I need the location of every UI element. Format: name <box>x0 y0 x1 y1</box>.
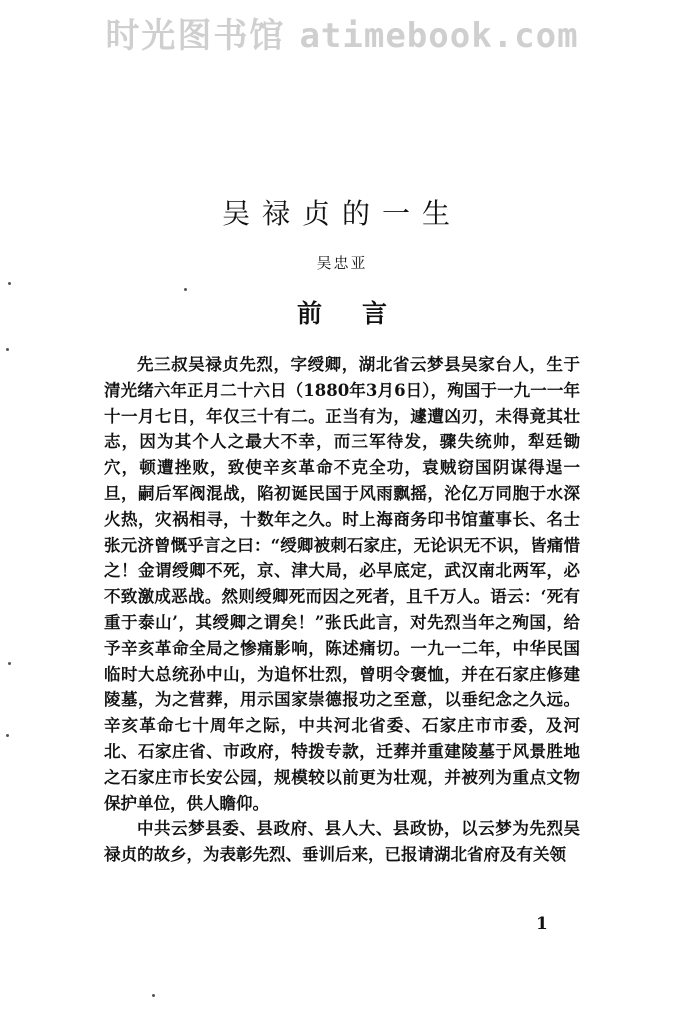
page-number: 1 <box>536 914 548 934</box>
scan-speck <box>8 282 11 285</box>
section-heading: 前言 <box>296 299 427 328</box>
watermark <box>0 8 684 57</box>
article-body <box>104 352 580 868</box>
paragraph-2: 中共云梦县委、县政府、县人大、县政协，以云梦为先烈吴禄贞的故乡，为表彰先烈、垂训后来，已报请湖北省府及有关领 <box>104 819 580 865</box>
scan-speck <box>6 734 9 737</box>
article-title: 吴禄贞的一生 <box>221 197 462 230</box>
scan-speck <box>152 994 155 997</box>
scan-speck <box>184 288 187 291</box>
scan-speck <box>8 662 11 665</box>
scan-speck <box>6 348 9 351</box>
watermark-latin: atimebook.com <box>299 16 579 56</box>
paragraph-1: 先三叔吴禄贞先烈，字绶卿，湖北省云梦县吴家台人，生于清光绪六年正月二十六日（1880年3月6日），殉国于一九一一年十一月七日，年仅三十有二。正当有为，遽遭凶刃，未得竟其壮志，因为其个人之最大不幸，而三军待发，骤失统帅，犁廷锄穴，顿遭挫败，致使辛亥革命不克全功，袁贼窃国阴谋得逞一旦，嗣后军阀混战，陷初诞民国于风雨飘摇，沦亿万同胞于水深火热，灾祸相寻，十数年之久。时上海商务印书馆董事长、名士张元济曾慨乎言之曰：“绶卿被刺石家庄，无论识无不识，皆痛惜之！金谓绶卿不死，京、津大局，必早底定，武汉南北两军，必不致激成恶战。然则绶卿死而因之死者，且千万人。语云：‘死有重于泰山’，其绶卿之谓矣！”张氏此言，对先烈当年之殉国，给予辛亥革命全局之惨痛影响，陈述痛切。一九一二年，中华民国临时大总统孙中山，为追怀壮烈，曾明令褒恤，并在石家庄修建陵墓，为之营葬，用示国家崇德报功之至意，以垂纪念之久远。辛亥革命七十周年之际，中共河北省委、石家庄市市委，及河北、石家庄省、市政府，特拨专款，迁葬并重建陵墓于风景胜地之石家庄市长安公园，规模较以前更为壮观，并被列为重点文物保护单位，供人瞻仰。 <box>104 355 580 813</box>
watermark-cjk: 时光图书馆 <box>105 16 286 56</box>
article-author: 吴忠亚 <box>316 254 368 272</box>
